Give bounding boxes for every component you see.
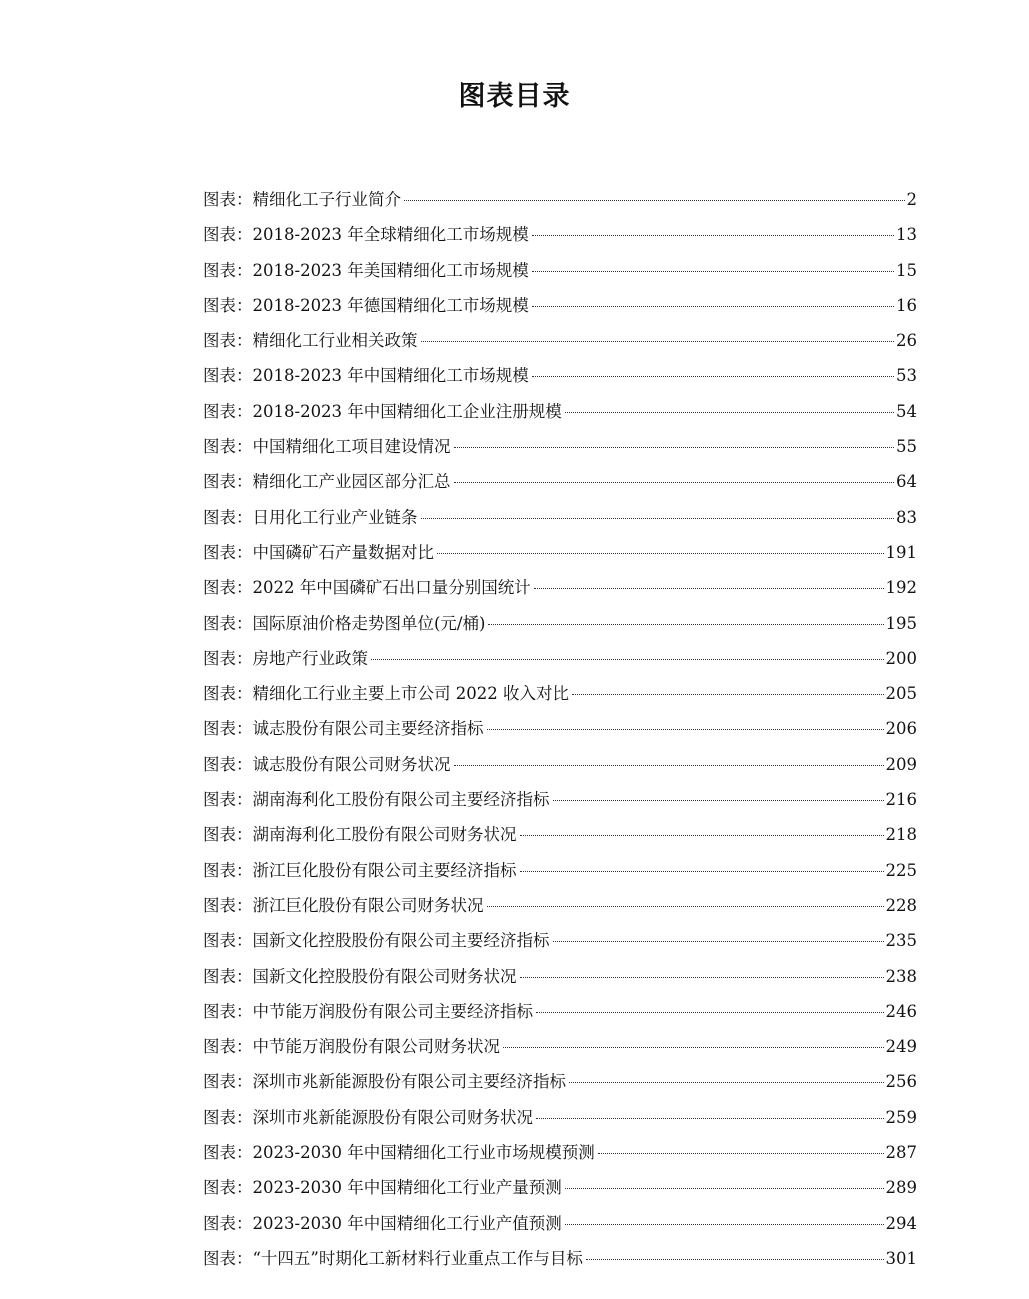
toc-entry-label: 图表： (203, 684, 253, 704)
toc-entry[interactable] (203, 535, 917, 570)
toc-entry-title: 国新文化控股股份有限公司主要经济指标 (252, 931, 550, 951)
toc-entry[interactable] (203, 429, 917, 464)
toc-entry-page-number: 216 (885, 790, 917, 810)
toc-dot-leader (487, 906, 884, 907)
toc-entry-page-number: 200 (885, 648, 917, 668)
toc-entry-label: 图表： (203, 719, 253, 739)
toc-dot-leader (437, 553, 884, 554)
toc-entry[interactable] (203, 606, 917, 641)
toc-entry-label: 图表： (203, 895, 253, 915)
toc-entry-title: 2022 年中国磷矿石出口量分别国统计 (252, 578, 531, 598)
toc-entry-page-number: 2 (906, 190, 917, 209)
toc-entry-label: 图表： (203, 260, 253, 280)
toc-entry[interactable] (203, 711, 917, 746)
toc-dot-leader (553, 800, 884, 801)
toc-dot-leader (421, 341, 895, 342)
toc-entry-title: 精细化工子行业简介 (252, 190, 401, 209)
toc-entry-page-number: 195 (885, 613, 917, 633)
toc-entry-page-number: 13 (896, 225, 917, 245)
toc-entry-title: 浙江巨化股份有限公司主要经济指标 (252, 860, 517, 880)
toc-entry-label: 图表： (203, 1248, 253, 1268)
toc-entry[interactable] (203, 253, 917, 288)
toc-entry[interactable] (203, 747, 917, 782)
toc-entry-title: 日用化工行业产业链条 (252, 507, 418, 527)
toc-entry[interactable] (203, 1064, 917, 1099)
toc-dot-leader (421, 518, 895, 519)
toc-dot-leader (487, 729, 884, 730)
toc-entry[interactable] (203, 923, 917, 958)
toc-entry-title: 2018-2023 年全球精细化工市场规模 (252, 225, 529, 245)
toc-entry-title: 湖南海利化工股份有限公司财务状况 (252, 825, 517, 845)
toc-dot-leader (569, 1082, 884, 1083)
toc-entry-page-number: 249 (885, 1037, 917, 1057)
toc-entry-label: 图表： (203, 754, 253, 774)
toc-entry-label: 图表： (203, 472, 253, 492)
toc-entry-title: 国新文化控股股份有限公司财务状况 (252, 966, 517, 986)
toc-entry[interactable] (203, 888, 917, 923)
toc-entry-title: 中节能万润股份有限公司财务状况 (252, 1037, 500, 1057)
toc-entry-label: 图表： (203, 1072, 253, 1092)
toc-entry-title: 国际原油价格走势图单位(元/桶) (252, 613, 486, 633)
toc-entry-label: 图表： (203, 1107, 253, 1127)
toc-dot-leader (503, 1047, 884, 1048)
table-of-figures (203, 182, 917, 1276)
toc-entry[interactable] (203, 500, 917, 535)
toc-entry-label: 图表： (203, 931, 253, 951)
toc-entry-title: 2018-2023 年德国精细化工市场规模 (252, 295, 529, 315)
toc-dot-leader (532, 376, 894, 377)
toc-dot-leader (532, 306, 894, 307)
toc-dot-leader (520, 835, 884, 836)
toc-entry-title: “十四五”时期化工新材料行业重点工作与目标 (252, 1248, 583, 1268)
toc-entry[interactable] (203, 394, 917, 429)
toc-entry-label: 图表： (203, 190, 253, 209)
toc-entry[interactable] (203, 994, 917, 1029)
toc-entry-page-number: 26 (896, 331, 917, 351)
toc-entry[interactable] (203, 959, 917, 994)
toc-entry[interactable] (203, 817, 917, 852)
toc-entry-page-number: 225 (885, 860, 917, 880)
toc-entry[interactable] (203, 217, 917, 252)
toc-entry-title: 中国磷矿石产量数据对比 (252, 542, 434, 562)
toc-entry-title: 诚志股份有限公司财务状况 (252, 754, 451, 774)
toc-entry-title: 2023-2030 年中国精细化工行业产值预测 (252, 1213, 562, 1233)
toc-entry-title: 深圳市兆新能源股份有限公司财务状况 (252, 1107, 533, 1127)
toc-entry[interactable] (203, 1100, 917, 1135)
toc-entry-page-number: 191 (885, 542, 917, 562)
toc-entry-page-number: 287 (885, 1143, 917, 1163)
toc-dot-leader (404, 200, 905, 201)
toc-dot-leader (572, 694, 884, 695)
toc-entry-page-number: 218 (885, 825, 917, 845)
toc-entry-label: 图表： (203, 366, 253, 386)
toc-dot-leader (532, 235, 894, 236)
toc-entry-label: 图表： (203, 1001, 253, 1021)
toc-entry[interactable] (203, 1170, 917, 1205)
toc-entry-title: 2023-2030 年中国精细化工行业产量预测 (252, 1178, 562, 1198)
toc-dot-leader (565, 1188, 884, 1189)
toc-entry-title: 精细化工行业主要上市公司 2022 收入对比 (252, 684, 569, 704)
toc-dot-leader (371, 659, 884, 660)
toc-entry-label: 图表： (203, 613, 253, 633)
toc-entry[interactable] (203, 1029, 917, 1064)
toc-entry-label: 图表： (203, 542, 253, 562)
toc-entry-title: 深圳市兆新能源股份有限公司主要经济指标 (252, 1072, 566, 1092)
toc-dot-leader (454, 765, 884, 766)
toc-entry-title: 2018-2023 年中国精细化工市场规模 (252, 366, 529, 386)
toc-dot-leader (565, 412, 894, 413)
toc-entry[interactable] (203, 782, 917, 817)
toc-entry[interactable] (203, 1135, 917, 1170)
page-title: 图表目录 (458, 81, 571, 112)
toc-entry-page-number: 206 (885, 719, 917, 739)
toc-entry-label: 图表： (203, 1037, 253, 1057)
toc-dot-leader (488, 624, 883, 625)
toc-entry-label: 图表： (203, 860, 253, 880)
toc-entry-title: 中节能万润股份有限公司主要经济指标 (252, 1001, 533, 1021)
toc-entry-label: 图表： (203, 1213, 253, 1233)
toc-dot-leader (532, 271, 894, 272)
toc-entry-title: 中国精细化工项目建设情况 (252, 437, 451, 457)
toc-entry-page-number: 294 (885, 1213, 917, 1233)
toc-dot-leader (454, 447, 895, 448)
toc-entry-page-number: 15 (896, 260, 917, 280)
toc-entry-page-number: 53 (896, 366, 917, 386)
toc-entry-label: 图表： (203, 648, 253, 668)
toc-entry[interactable] (203, 676, 917, 711)
toc-entry-page-number: 205 (885, 684, 917, 704)
toc-entry-page-number: 246 (885, 1001, 917, 1021)
toc-entry-title: 2018-2023 年中国精细化工企业注册规模 (252, 401, 562, 421)
toc-entry-title: 房地产行业政策 (252, 648, 368, 668)
toc-entry-label: 图表： (203, 1143, 253, 1163)
toc-entry-page-number: 83 (896, 507, 917, 527)
toc-entry-label: 图表： (203, 1178, 253, 1198)
toc-entry-label: 图表： (203, 507, 253, 527)
toc-entry-title: 诚志股份有限公司主要经济指标 (252, 719, 484, 739)
toc-entry-page-number: 301 (885, 1248, 917, 1268)
toc-dot-leader (598, 1153, 884, 1154)
toc-entry-page-number: 289 (885, 1178, 917, 1198)
toc-entry-title: 2023-2030 年中国精细化工行业市场规模预测 (252, 1143, 595, 1163)
toc-dot-leader (553, 941, 884, 942)
toc-entry-page-number: 235 (885, 931, 917, 951)
toc-entry[interactable] (203, 323, 917, 358)
toc-entry-page-number: 54 (896, 401, 917, 421)
toc-entry-page-number: 228 (885, 895, 917, 915)
toc-dot-leader (520, 977, 884, 978)
toc-entry-page-number: 238 (885, 966, 917, 986)
toc-dot-leader (586, 1259, 884, 1260)
toc-entry[interactable] (203, 641, 917, 676)
toc-entry-title: 精细化工产业园区部分汇总 (252, 472, 451, 492)
toc-entry[interactable] (203, 358, 917, 393)
toc-entry-page-number: 64 (896, 472, 917, 492)
toc-entry[interactable] (203, 853, 917, 888)
toc-entry-label: 图表： (203, 578, 253, 598)
toc-dot-leader (565, 1224, 884, 1225)
toc-dot-leader (534, 588, 884, 589)
toc-entry-title: 湖南海利化工股份有限公司主要经济指标 (252, 790, 550, 810)
toc-entry-page-number: 209 (885, 754, 917, 774)
toc-entry-label: 图表： (203, 790, 253, 810)
toc-dot-leader (520, 871, 884, 872)
toc-dot-leader (454, 482, 895, 483)
toc-entry[interactable] (203, 1241, 917, 1276)
toc-entry[interactable] (203, 182, 917, 217)
toc-entry-page-number: 16 (896, 295, 917, 315)
toc-entry-page-number: 55 (896, 437, 917, 457)
toc-entry-page-number: 256 (885, 1072, 917, 1092)
toc-entry-title: 浙江巨化股份有限公司财务状况 (252, 895, 484, 915)
toc-entry[interactable] (203, 464, 917, 499)
toc-entry-label: 图表： (203, 225, 253, 245)
toc-entry-label: 图表： (203, 295, 253, 315)
toc-entry-label: 图表： (203, 401, 253, 421)
toc-entry-label: 图表： (203, 966, 253, 986)
toc-entry-page-number: 192 (885, 578, 917, 598)
toc-entry[interactable] (203, 288, 917, 323)
toc-entry-title: 精细化工行业相关政策 (252, 331, 418, 351)
toc-entry-label: 图表： (203, 437, 253, 457)
toc-entry-label: 图表： (203, 825, 253, 845)
toc-entry-title: 2018-2023 年美国精细化工市场规模 (252, 260, 529, 280)
toc-entry[interactable] (203, 1206, 917, 1241)
toc-dot-leader (536, 1118, 884, 1119)
toc-entry-label: 图表： (203, 331, 253, 351)
toc-entry[interactable] (203, 570, 917, 605)
toc-entry-page-number: 259 (885, 1107, 917, 1127)
toc-dot-leader (536, 1012, 884, 1013)
